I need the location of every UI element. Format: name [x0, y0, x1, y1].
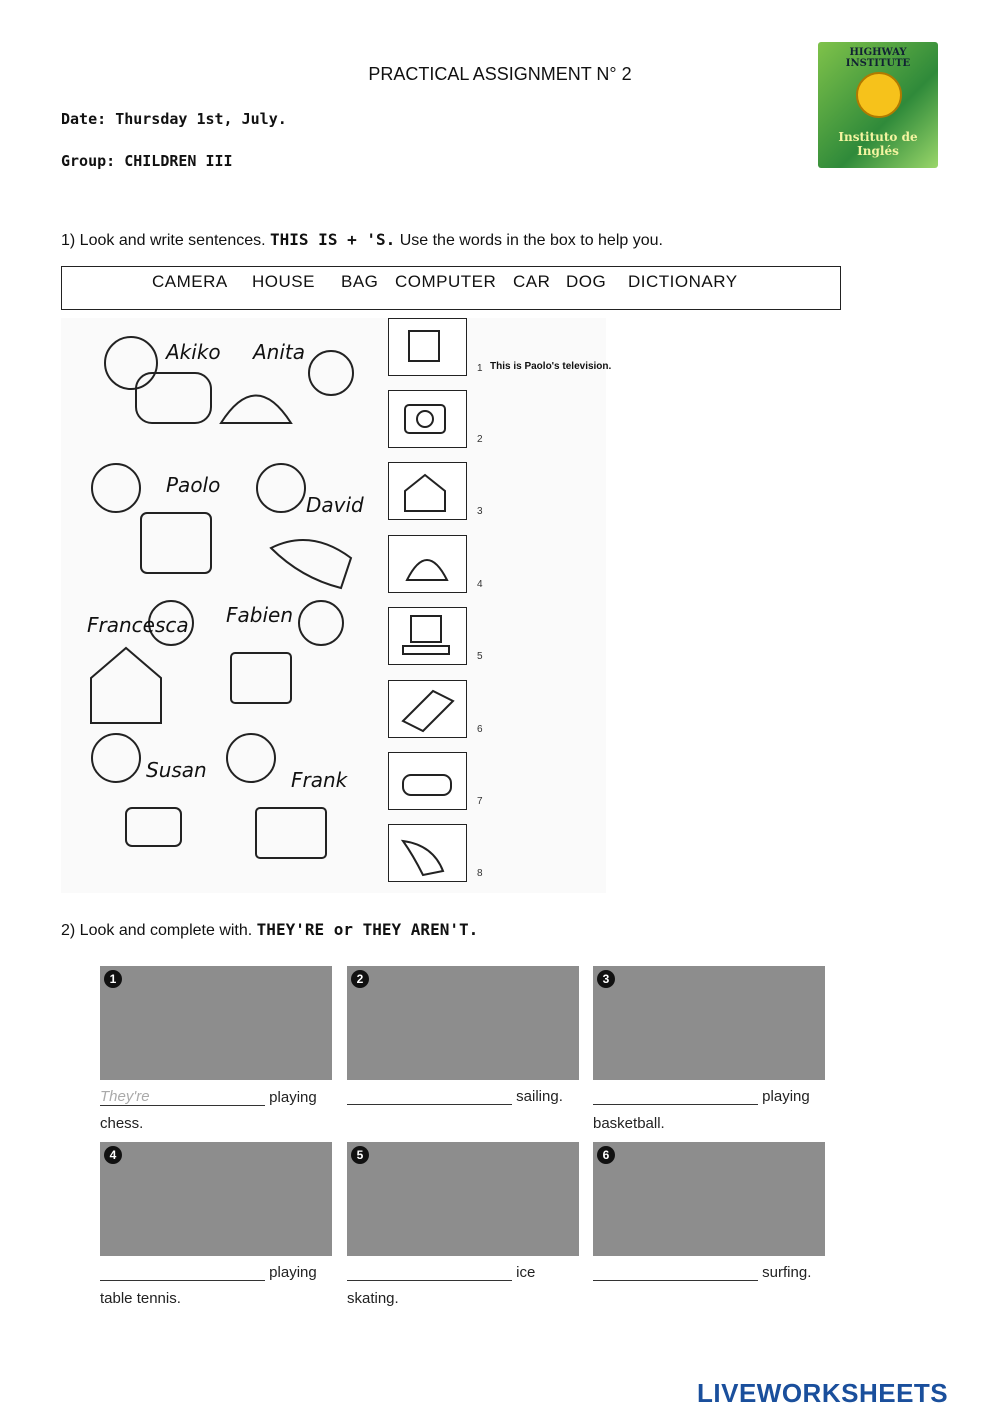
exercise1-instruction [61, 230, 663, 250]
name-fabien: Fabien [226, 603, 293, 627]
answer-blank[interactable] [100, 1264, 265, 1281]
item-number: 7 [477, 796, 483, 807]
panel-basketball [593, 966, 825, 1080]
answer-tail: playing [269, 1264, 317, 1281]
dog-thumbnail [388, 824, 467, 882]
instruction-bold: THEY'RE or THEY AREN'T. [256, 920, 479, 939]
word-dog: DOG [566, 272, 607, 291]
panel-table-tennis [100, 1142, 332, 1256]
instruction-bold: THIS IS + 'S. [270, 230, 396, 249]
word-computer: COMPUTER [395, 272, 497, 291]
panel-number: 5 [351, 1146, 369, 1164]
house-thumbnail [388, 462, 467, 520]
institute-logo [818, 42, 938, 168]
answer-1 [100, 1088, 317, 1106]
exercise2-instruction [61, 920, 478, 940]
panel-number: 2 [351, 970, 369, 988]
example-sentence: This is Paolo's television. [490, 361, 612, 372]
name-akiko: Akiko [166, 340, 221, 364]
liveworksheets-logo[interactable]: LIVEWORKSHEETS [697, 1378, 949, 1408]
panel-chess [100, 966, 332, 1080]
word-box [61, 266, 841, 310]
answer-tail: ice [516, 1264, 536, 1281]
answer-tail: surfing. [762, 1264, 812, 1281]
people-drawings [61, 318, 381, 893]
date-value: Thursday 1st, July. [115, 110, 287, 128]
answer-blank[interactable] [593, 1088, 758, 1105]
item-number: 3 [477, 506, 483, 517]
name-anita: Anita [253, 340, 306, 364]
people-illustration [61, 318, 606, 893]
word-camera: CAMERA [152, 272, 228, 291]
panel-number: 4 [104, 1146, 122, 1164]
answer-blank[interactable]: They're [100, 1088, 265, 1106]
tv-thumbnail [388, 318, 467, 376]
item-number: 1 [477, 363, 483, 374]
group-line [61, 152, 233, 170]
camera-thumbnail [388, 390, 467, 448]
name-paolo: Paolo [166, 473, 221, 497]
name-david: David [306, 493, 364, 517]
group-value: CHILDREN III [124, 152, 233, 170]
word-house: HOUSE [252, 272, 315, 291]
word-bag: BAG [341, 272, 379, 291]
word-car: CAR [513, 272, 551, 291]
item-number: 6 [477, 724, 483, 735]
answer-tail: playing [762, 1088, 810, 1105]
panel-number: 1 [104, 970, 122, 988]
smiley-face-icon [856, 72, 902, 118]
answer-5-cont: skating. [347, 1290, 399, 1307]
computer-thumbnail [388, 607, 467, 665]
word-dictionary: DICTIONARY [628, 272, 738, 291]
item-number: 5 [477, 651, 483, 662]
answer-blank[interactable] [347, 1264, 512, 1281]
item-number: 8 [477, 868, 483, 879]
answer-blank[interactable] [347, 1088, 512, 1105]
bag-thumbnail [388, 535, 467, 593]
instruction-text: 1) Look and write sentences. [61, 232, 266, 249]
instruction-text-end: Use the words in the box to help you. [399, 232, 663, 249]
answer-5 [347, 1264, 535, 1281]
date-label: Date: [61, 110, 107, 128]
item-number: 2 [477, 434, 483, 445]
logo-line2: Instituto de Inglés [838, 130, 918, 158]
instruction-text: 2) Look and complete with. [61, 922, 253, 939]
name-frank: Frank [291, 768, 348, 792]
answer-tail: playing [269, 1089, 317, 1106]
dictionary-thumbnail [388, 680, 467, 738]
answer-2 [347, 1088, 563, 1105]
name-francesca: Francesca [87, 613, 189, 637]
answer-3-cont: basketball. [593, 1115, 665, 1132]
answer-blank[interactable] [593, 1264, 758, 1281]
name-susan: Susan [146, 758, 207, 782]
panel-number: 6 [597, 1146, 615, 1164]
panel-number: 3 [597, 970, 615, 988]
answer-3 [593, 1088, 810, 1105]
answer-6 [593, 1264, 811, 1281]
logo-line1: HIGHWAY INSTITUTE [845, 47, 911, 69]
car-thumbnail [388, 752, 467, 810]
answer-4-cont: table tennis. [100, 1290, 181, 1307]
answer-1-cont: chess. [100, 1115, 144, 1132]
item-number: 4 [477, 579, 483, 590]
group-label: Group: [61, 152, 116, 170]
date-line [61, 110, 287, 128]
panel-ice-skating [347, 1142, 579, 1256]
panel-judo [593, 1142, 825, 1256]
answer-4 [100, 1264, 317, 1281]
panel-cycling [347, 966, 579, 1080]
page-title: PRACTICAL ASSIGNMENT N° 2 [368, 64, 632, 84]
answer-tail: sailing. [516, 1088, 563, 1105]
